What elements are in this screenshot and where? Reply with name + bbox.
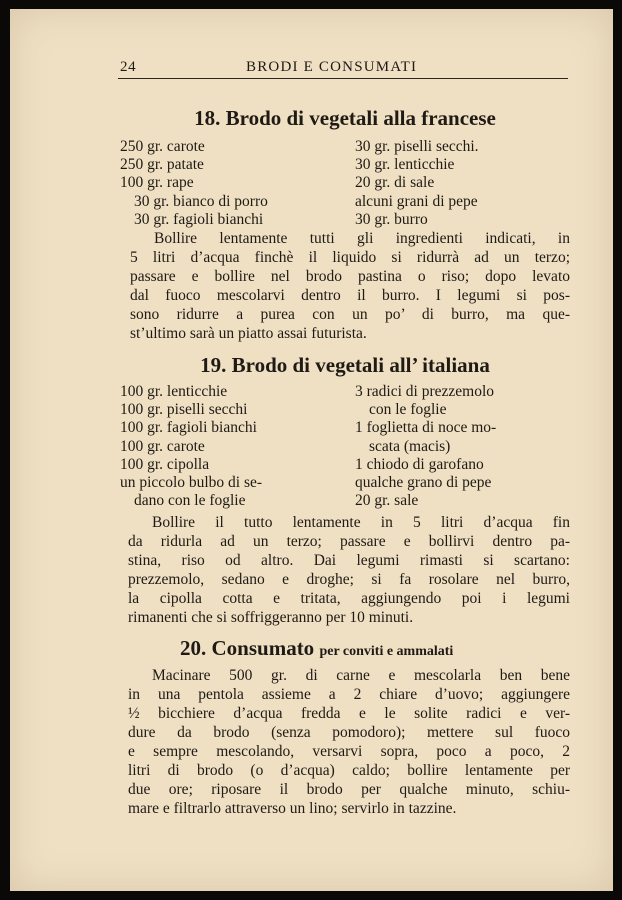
paragraph-line: sono ridurre a purea con un po’ di burro, ma que- [130,306,570,323]
paragraph-line: mare e filtrarlo attraverso un lino; servirlo in tazzine. [128,800,457,817]
ingredient: 30 gr. piselli secchi. [355,138,479,155]
ingredient: 100 gr. fagioli bianchi [120,419,257,437]
page-number: 24 [120,59,137,75]
ingredient: 20 gr. sale [355,492,419,510]
recipe-20-subtitle: per conviti e ammalati [319,644,454,659]
paragraph-line: due ore; riposare il brodo per qualche minuto, schiu- [128,781,570,798]
paragraph-line: dal fuoco mescolarvi dentro il burro. I legumi si pos- [130,287,570,304]
ingredient: 1 foglietta di noce mo- [355,419,497,437]
paragraph-line: Macinare 500 gr. di carne e mescolarla ben bene [152,667,570,684]
recipe-20-title: 20. Consumato [180,636,315,660]
ingredient: 30 gr. burro [355,210,428,228]
recipe-20-heading [180,636,570,661]
paragraph-line: prezzemolo, sedano e droghe; si fa rosolare nel burro, [128,571,570,588]
recipe-18-title: 18. Brodo di vegetali alla francese [194,106,496,130]
paragraph-line: rimanenti che si soffriggeranno per 10 minuti. [128,609,414,626]
recipe-19-ingredients-right [345,383,570,510]
paragraph-line: st’ultimo sarà un piatto assai futurista. [130,325,367,342]
recipe-19-instructions [128,513,570,627]
ingredient: 100 gr. carote [120,437,205,455]
ingredient: dano con le foglie [134,492,246,510]
running-title: BRODI E CONSUMATI [246,59,418,75]
ingredient: 30 gr. fagioli bianchi [134,210,264,228]
ingredient: 250 gr. carote [120,138,205,155]
recipe-18-ingredients-right [345,138,570,229]
recipe-18-ingredients [120,138,570,229]
ingredient: 20 gr. di sale [355,174,435,192]
ingredient: alcuni grani di pepe [355,192,478,210]
ingredient: 1 chiodo di garofano [355,455,484,473]
recipe-19-ingredients [120,383,570,510]
recipe-18-ingredients-left [120,138,345,229]
ingredient: 3 radici di prezzemolo [355,383,495,400]
ingredient: un piccolo bulbo di se- [120,474,263,492]
ingredient: 100 gr. lenticchie [120,383,228,400]
ingredient: 100 gr. cipolla [120,455,210,473]
paragraph-line: passare e bollire nel brodo pastina o riso; dopo levato [130,268,570,285]
ingredient: con le foglie [369,401,447,419]
ingredient: 100 gr. rape [120,174,194,192]
paragraph-line: dure da brodo (senza pomodoro); mettere sul fuoco [128,724,570,741]
paragraph-line: Bollire lentamente tutti gli ingredienti indicati, in [154,230,570,247]
ingredient: 30 gr. lenticchie [355,156,455,174]
paragraph-line: in una pentola assieme a 2 chiare d’uovo; aggiungere [128,686,570,703]
ingredient: 250 gr. patate [120,156,204,174]
ingredient: 30 gr. bianco di porro [134,192,268,210]
paragraph-line: Bollire il tutto lentamente in 5 litri d’acqua fin [152,514,570,531]
paragraph-line: stina, riso od altro. Dai legumi rimasti si scartano: [128,552,570,569]
paragraph-line: litri di brodo (o d’acqua) caldo; bollire lentamente per [128,762,570,779]
ingredient: qualche grano di pepe [355,474,492,492]
paragraph-line: 5 litri d’acqua finchè il liquido si ridurrà ad un terzo; [130,249,570,266]
recipe-20-instructions [128,666,570,818]
ingredient: scata (macis) [369,437,451,455]
page-header [118,56,568,79]
recipe-18-instructions [130,229,570,343]
paragraph-line: ½ bicchiere d’acqua fredda e le solite radici e ver- [128,705,570,722]
paragraph-line: la cipolla cotta e tritata, aggiungendo poi i legumi [128,590,570,607]
paragraph-line: da ridurla ad un terzo; passare e bollirvi dentro pa- [128,533,570,550]
ingredient: 100 gr. piselli secchi [120,401,248,419]
paragraph-line: e sempre mescolando, versarvi sopra, poco a poco, 2 [128,743,570,760]
recipe-19-ingredients-left [120,383,345,510]
recipe-19-title: 19. Brodo di vegetali all’ italiana [200,353,490,377]
